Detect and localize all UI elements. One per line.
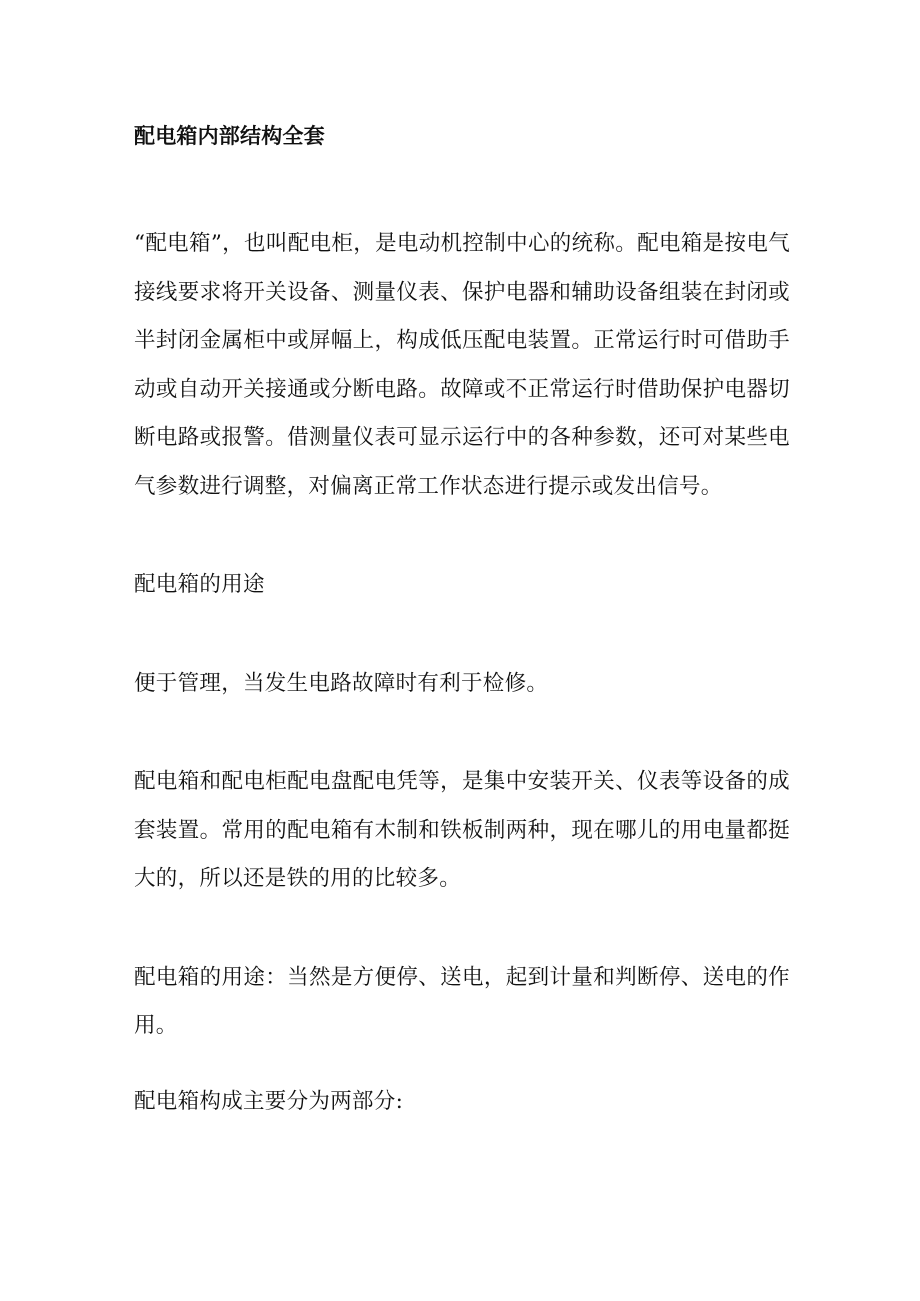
spacer xyxy=(134,1051,790,1078)
spacer xyxy=(134,154,790,220)
paragraph-types: 配电箱和配电柜配电盘配电凭等，是集中安装开关、仪表等设备的成套装置。常用的配电箱有木制和铁板制两种，现在哪儿的用电量都挺大的，所以还是铁的用的比较多。 xyxy=(134,769,790,891)
section-heading-usage: 配电箱的用途 xyxy=(134,572,265,597)
paragraph-management: 便于管理，当发生电路故障时有利于检修。 xyxy=(134,670,549,696)
document-title: 配电箱内部结构全套 xyxy=(134,123,325,148)
paragraph-purpose: 配电箱的用途：当然是方便停、送电，起到计量和判断停、送电的作用。 xyxy=(134,964,790,1038)
paragraph-intro: “配电箱”，也叫配电柜，是电动机控制中心的统称。配电箱是按电气接线要求将开关设备、测量仪表、保护电器和辅助设备组装在封闭或半封闭金属柜中或屏幅上，构成低压配电装置。正常运行时可借助手动或自动开关接通或分断电路。故障或不正常运行时借助保护电器切断电路或报警。借测量仪表可显示运行中的各种参数，还可对某些电气参数进行调整，对偏离正常工作状态进行提示或发出信号。 xyxy=(134,231,790,499)
spacer xyxy=(134,708,790,758)
spacer xyxy=(134,610,790,660)
document-body xyxy=(134,118,790,1126)
spacer xyxy=(134,904,790,954)
spacer xyxy=(134,511,790,561)
paragraph-composition: 配电箱构成主要分为两部分: xyxy=(134,1088,404,1114)
